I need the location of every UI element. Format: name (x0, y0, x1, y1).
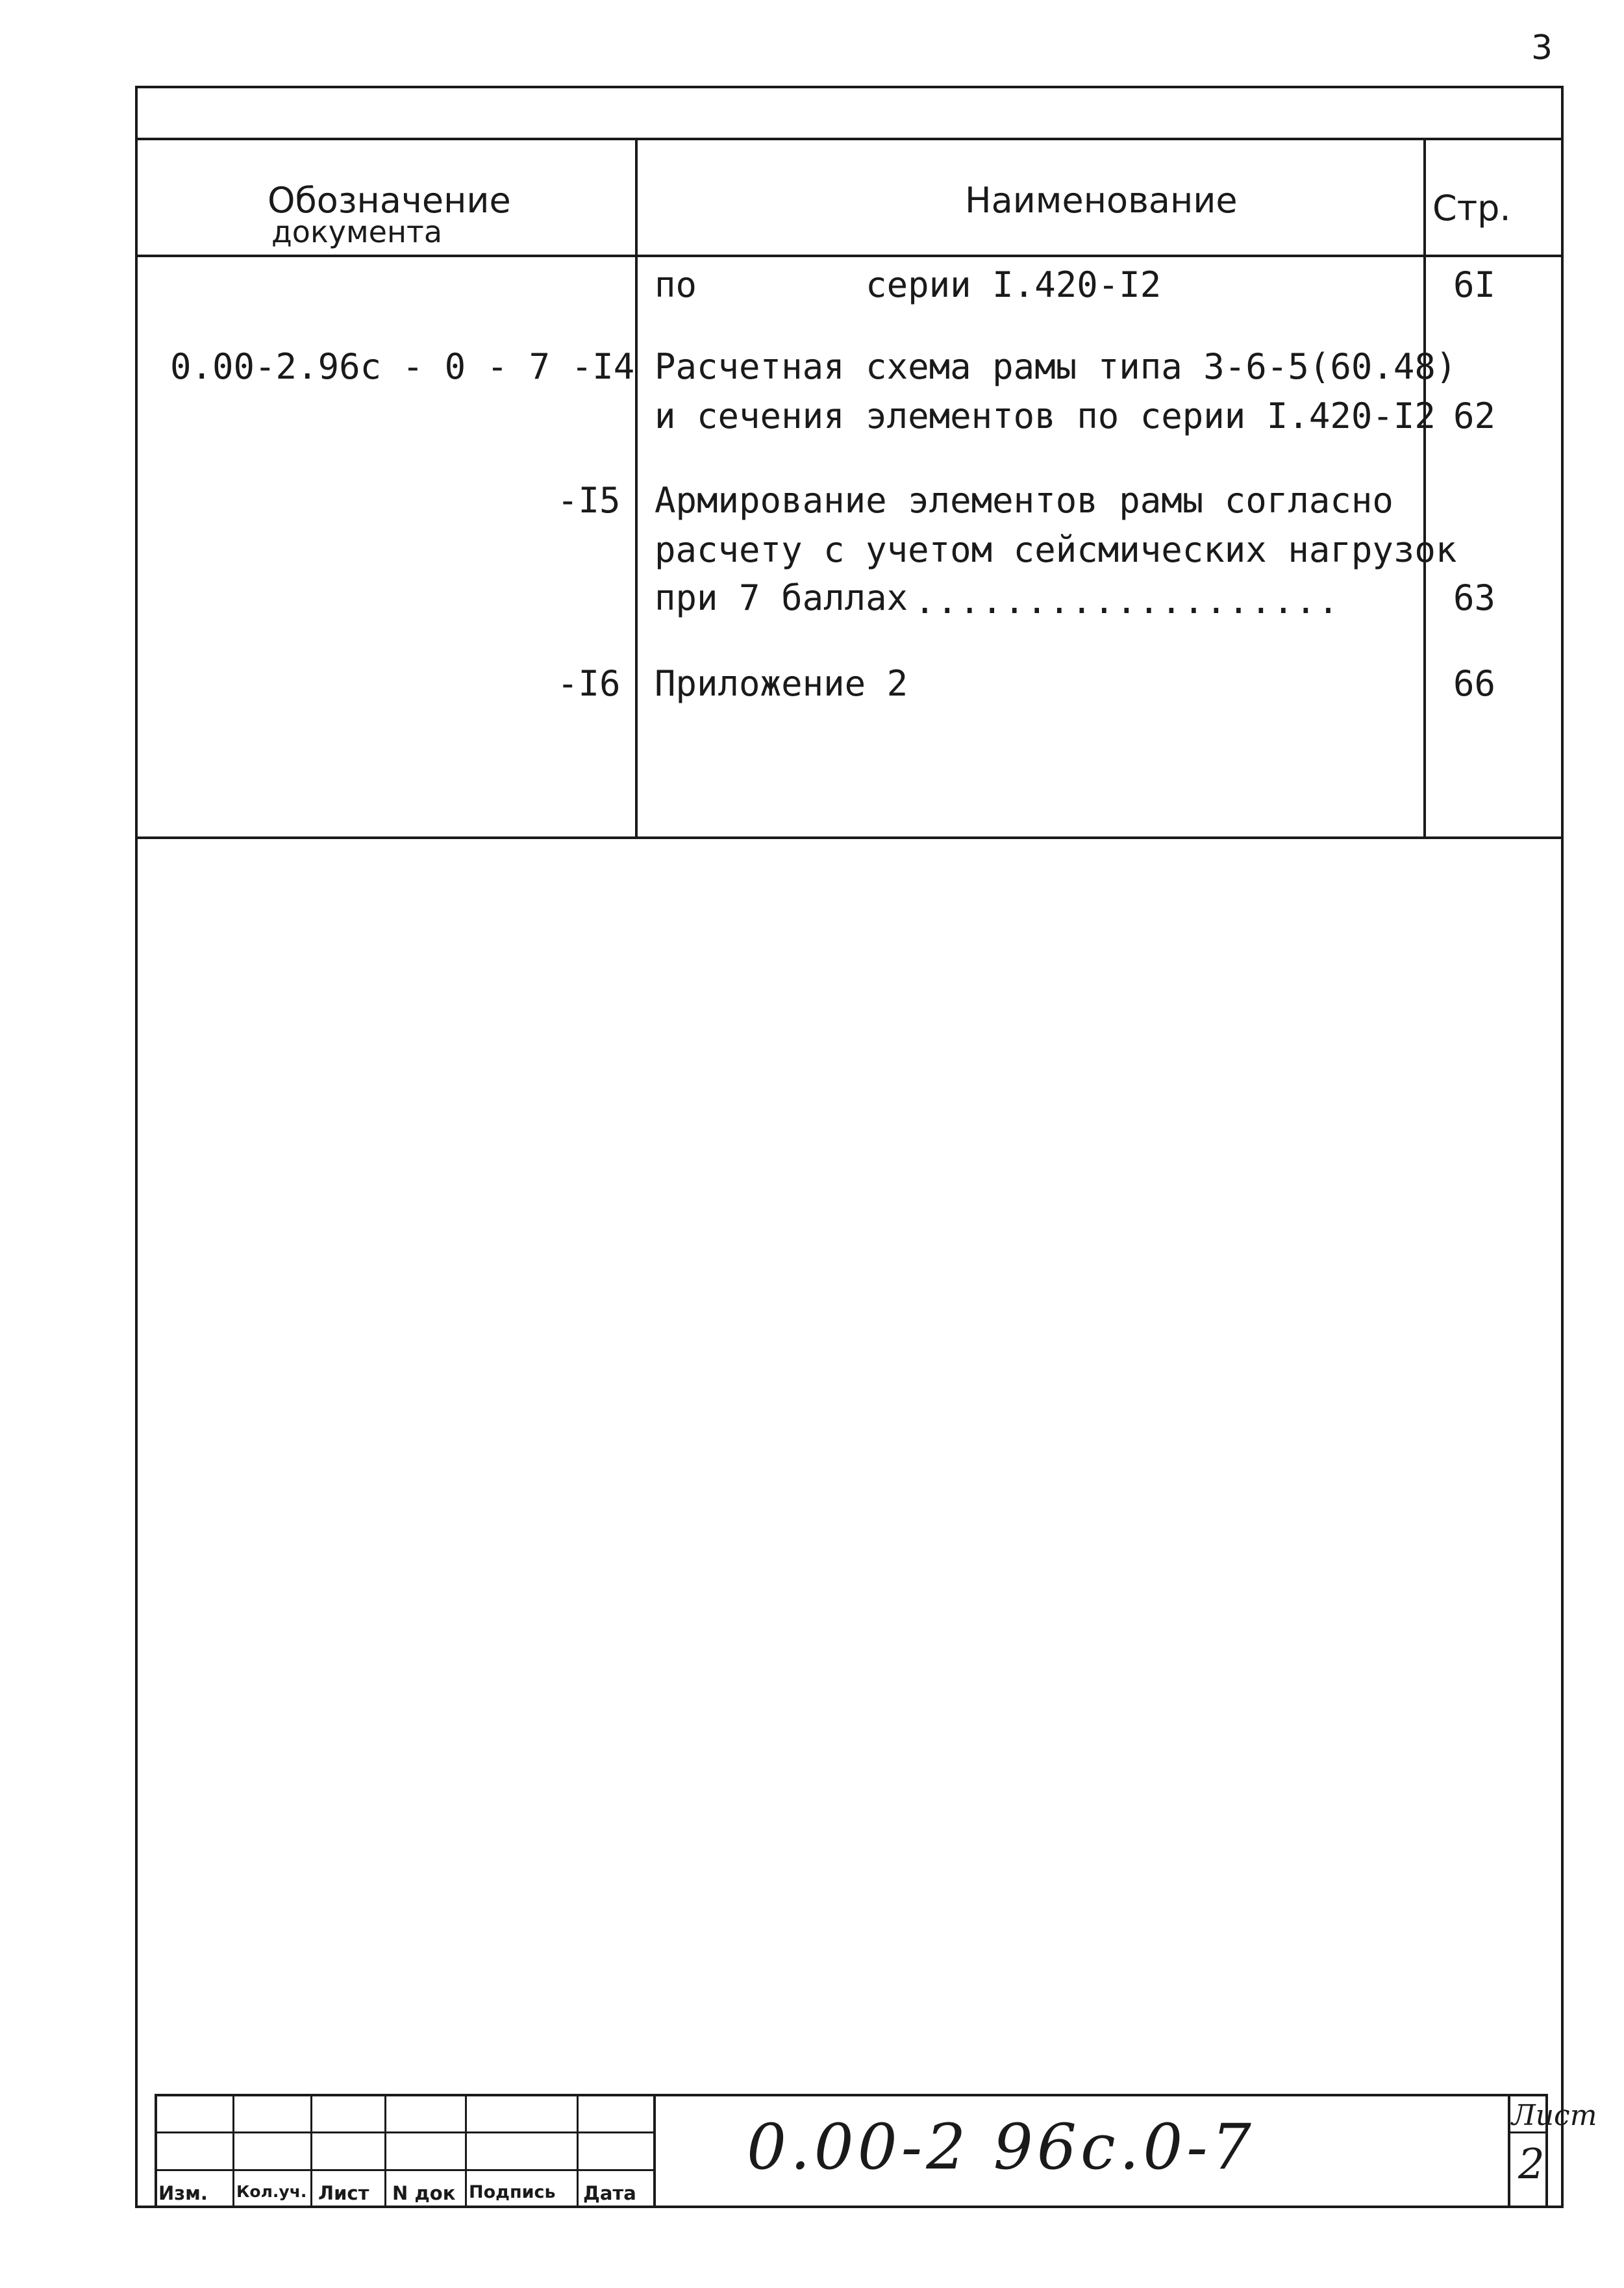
stamp-col-3 (384, 2094, 386, 2208)
row4-name-line1: Приложение 2 (655, 663, 908, 704)
table-bottom-line (135, 836, 1564, 839)
row3-designation: -I5 (557, 480, 621, 521)
stamp-col-kol-uch: Кол.уч. (236, 2182, 307, 2201)
header-designation-line2: документа (271, 214, 443, 249)
col-divider-2 (1423, 138, 1426, 838)
row2-name-line1: Расчетная схема рамы типа 3-6-5(60.48) (655, 346, 1457, 387)
stamp-row-line-1 (155, 2131, 655, 2133)
frame-bottom (135, 2206, 1564, 2208)
frame-left (135, 86, 138, 2208)
stamp-col-podpis: Подпись (469, 2182, 556, 2202)
header-page: Стр. (1432, 188, 1511, 229)
stamp-left (155, 2094, 157, 2208)
stamp-document-code: 0.00-2 96с.0-7 (747, 2111, 1255, 2183)
header-designation-line1: Обозначение (268, 180, 511, 221)
row3-leader-dots: ................... (914, 581, 1340, 622)
stamp-row-line-2 (155, 2169, 655, 2171)
page-number: 3 (1531, 29, 1553, 68)
stamp-col-sheet (1508, 2094, 1510, 2208)
row3-name-line1: Армирование элементов рамы согласно (655, 480, 1393, 521)
stamp-col-data: Дата (583, 2182, 636, 2204)
stamp-col-izm: Изм. (158, 2182, 208, 2204)
stamp-sheet-number: 2 (1518, 2141, 1545, 2189)
stamp-top (155, 2094, 1547, 2096)
frame-right (1561, 86, 1564, 2208)
row2-name-line2: и сечения элементов по серии I.420-I2 (655, 396, 1436, 436)
stamp-col-5 (577, 2094, 579, 2208)
stamp-sheet-label: Лист (1512, 2099, 1597, 2132)
col-divider-1 (635, 138, 638, 838)
row2-page: 62 (1453, 396, 1496, 436)
header-bottom-line (135, 255, 1564, 257)
stamp-col-4 (465, 2094, 467, 2208)
frame-top (135, 86, 1564, 88)
stamp-col-6 (653, 2094, 656, 2208)
row3-name-line2: расчету с учетом сейсмических нагрузок (655, 529, 1457, 570)
stamp-col-list: Лист (318, 2182, 369, 2204)
row4-page: 66 (1453, 663, 1496, 704)
table-top-line (135, 138, 1564, 140)
header-name: Наименование (965, 180, 1238, 221)
row3-name-line3: при 7 баллах (655, 577, 908, 618)
row3-page: 63 (1453, 577, 1496, 618)
stamp-col-2 (310, 2094, 312, 2208)
row1-page: 6I (1453, 264, 1496, 305)
stamp-col-ndok: N док (392, 2182, 456, 2204)
row2-designation: 0.00-2.96c - 0 - 7 -I4 (170, 346, 635, 387)
row4-designation: -I6 (557, 663, 621, 704)
stamp-col-1 (232, 2094, 234, 2208)
row1-name-line1: по серии I.420-I2 (655, 264, 1162, 305)
